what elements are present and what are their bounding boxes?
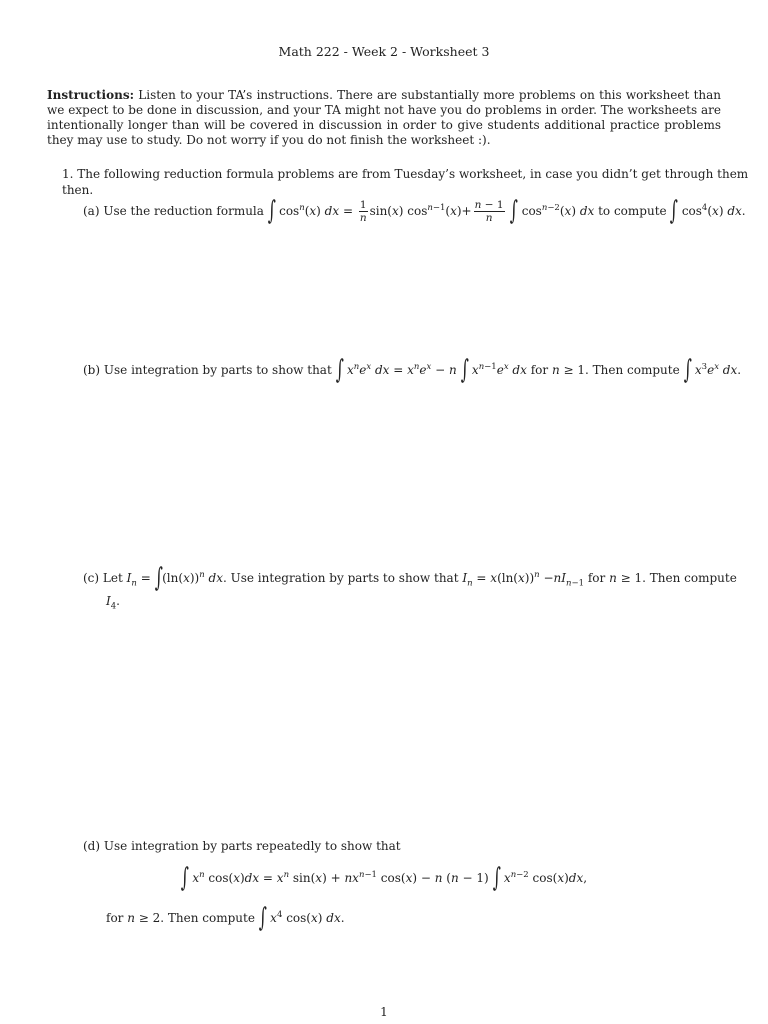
part-b-target-integral: ∫ $x^3e^x$ dx. — [683, 354, 742, 385]
page-title: Math 222 - Week 2 - Worksheet 3 — [278, 44, 490, 59]
part-c-text-2: . Use integration by parts to show that — [222, 571, 459, 585]
problem-1-number: 1. — [62, 167, 74, 181]
instructions-label: Instructions: — [47, 88, 135, 102]
part-c-text-3: for — [587, 571, 606, 585]
part-a-formula: ∫ $\cos^n(x)$ dx = $\frac{1}{n}$ sin(x) $\cos^{n-1}(x)+$ $\frac{n - 1}{n}$ ∫ $\cos^{n-2}(x)$ dx — [267, 195, 595, 226]
part-a-target-integral: ∫ $\cos^4(x)$ dx. — [670, 195, 746, 226]
part-b-text: Use integration by parts to show that — [103, 363, 332, 377]
part-b-label: (b) — [83, 363, 101, 377]
part-d-target-integral: ∫ $x^4$ cos(x) dx. — [258, 902, 345, 933]
part-d-followup: for n ≥ 2. Then compute ∫ $x^4$ cos(x) dx. — [106, 902, 345, 933]
part-a-label: (a) — [83, 204, 100, 218]
instructions-paragraph — [47, 88, 721, 148]
part-d — [83, 838, 401, 854]
part-a — [83, 195, 746, 226]
part-c-formula: $I_n = x(\ln(x))^n -nI_{n-1}$ — [462, 570, 584, 589]
part-c: (c) Let $I_n = \int(\ln(x))^n$ dx. Use integration by parts to show that $I_n = x(\ln(x))^n -nI_{n-1}$ for n ≥ 1. Then compute — [83, 562, 737, 593]
problem-1 — [62, 166, 768, 198]
part-b-text-2: for — [530, 363, 549, 377]
part-d-text: Use integration by parts repeatedly to show that — [103, 839, 401, 853]
instructions-text: Listen to your TA’s instructions. There are substantially more problems on this worksheet than we expect to be done in discussion, and your TA might not have you do problems in order. The worksheets are intentionally longer than will be covered in discussion in order to give students additional practice problems they may use to study. Do not worry if you do not finish the worksheet :). — [47, 88, 721, 147]
page-number: 1 — [380, 1005, 388, 1019]
part-c-text: Let — [102, 571, 123, 585]
part-b: (b) Use integration by parts to show that ∫ $x^ne^x$ dx = $x^ne^x - n$ ∫ $x^{n-1}e^x$ dx for n ≥ 1. Then compute ∫ $x^3e^x$ dx. — [83, 354, 742, 385]
part-a-text: Use the reduction formula — [103, 204, 264, 218]
part-c-label: (c) — [83, 571, 100, 585]
part-d-display-formula: ∫ $x^n$ $\cos(x)dx = x^n$ $\sin(x) + nx^{n-1}$ cos(x) − n (n − 1) ∫ $x^{n-2}$ cos(x)dx, — [180, 862, 588, 893]
part-d-label: (d) — [83, 839, 101, 853]
problem-1-text: The following reduction formula problems are from Tuesday’s worksheet, in case you didn’t get through them then. — [62, 167, 749, 197]
part-a-text-2: to compute — [598, 204, 667, 218]
part-b-condition: n — [551, 363, 560, 377]
part-c-text-4: . Then compute — [642, 571, 737, 585]
part-b-formula: ∫ $x^ne^x$ dx = $x^ne^x - n$ ∫ $x^{n-1}e^x$ dx — [335, 354, 527, 385]
part-d-text-3: . Then compute — [160, 911, 255, 925]
part-c-target: $I_4$. — [106, 594, 120, 612]
part-c-definition: $I_n = \int(\ln(x))^n$ dx — [126, 562, 223, 593]
part-d-text-2: for — [106, 911, 124, 925]
part-b-text-3: . Then compute — [585, 363, 680, 377]
